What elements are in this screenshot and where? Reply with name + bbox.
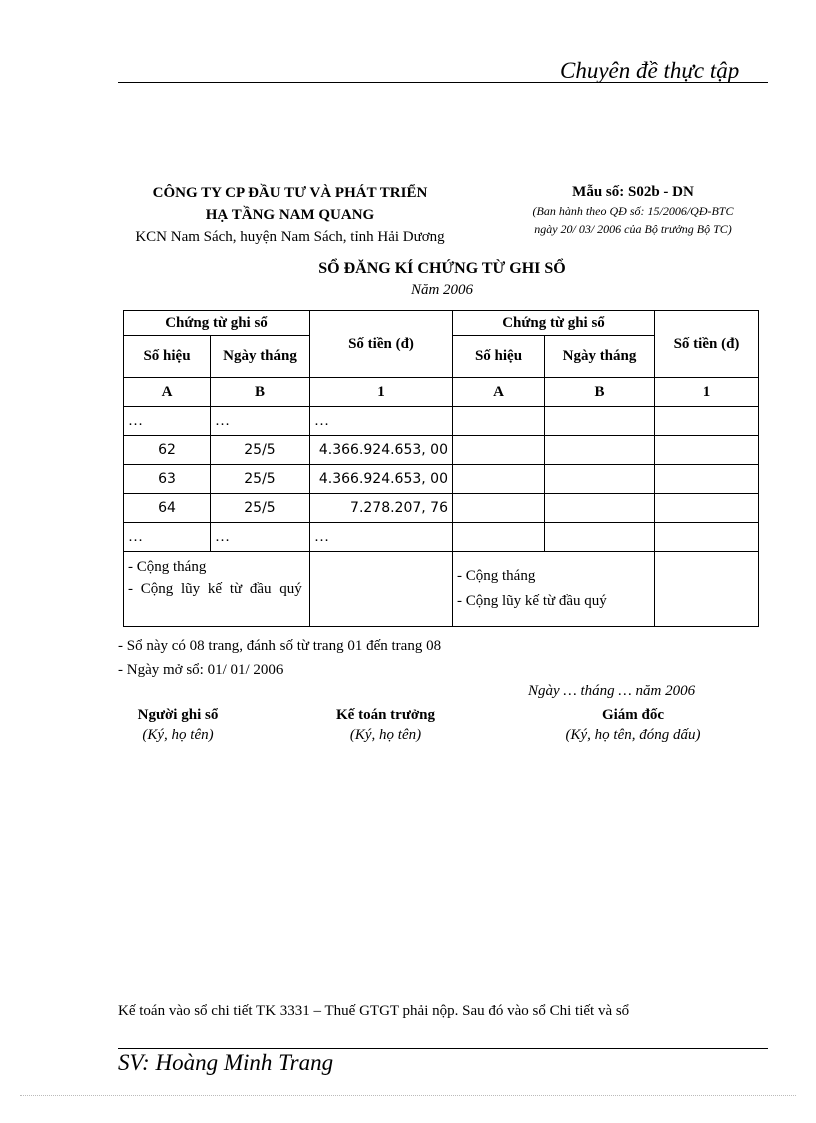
footer-student-name: SV: Hoàng Minh Trang bbox=[118, 1050, 334, 1075]
header-divider bbox=[118, 82, 768, 83]
cell-empty bbox=[655, 436, 759, 465]
totals-row bbox=[124, 552, 759, 627]
cell-date: 25/5 bbox=[211, 465, 310, 494]
cell-number: 64 bbox=[124, 494, 211, 523]
ledger-table bbox=[123, 310, 759, 627]
signature-director bbox=[538, 705, 728, 745]
totals-label-left bbox=[124, 552, 310, 627]
form-issued-line2: ngày 20/ 03/ 2006 của Bộ trưởng Bộ TC) bbox=[534, 222, 732, 236]
cell-date: 25/5 bbox=[211, 436, 310, 465]
cell-empty bbox=[655, 465, 759, 494]
total-quarter-label: - Cộng lũy kế từ đầu quý bbox=[457, 593, 607, 609]
cell-date: … bbox=[211, 523, 310, 552]
signature-date: Ngày … tháng … năm 2006 bbox=[528, 683, 696, 699]
cell-empty bbox=[545, 523, 655, 552]
table-row bbox=[124, 436, 759, 465]
cell-amount: … bbox=[310, 523, 453, 552]
form-issued-line1: (Ban hành theo QĐ số: 15/2006/QĐ-BTC bbox=[532, 204, 734, 218]
totals-amount-left bbox=[310, 552, 453, 627]
cell-empty bbox=[453, 523, 545, 552]
code-cell: A bbox=[453, 378, 545, 407]
company-name: CÔNG TY CP ĐẦU TƯ VÀ PHÁT TRIỂN bbox=[152, 185, 428, 201]
cell-date: … bbox=[211, 407, 310, 436]
totals-amount-right bbox=[655, 552, 759, 627]
document-year: Năm 2006 bbox=[410, 282, 474, 298]
cell-empty bbox=[453, 465, 545, 494]
director-title: Giám đốc bbox=[601, 707, 665, 723]
cell-empty bbox=[545, 407, 655, 436]
signature-recorder bbox=[108, 705, 248, 745]
page-bottom-edge bbox=[20, 1095, 796, 1096]
code-cell: 1 bbox=[655, 378, 759, 407]
cell-empty bbox=[453, 407, 545, 436]
table-row bbox=[124, 523, 759, 552]
cell-empty bbox=[545, 494, 655, 523]
body-paragraph: Kế toán vào sổ chi tiết TK 3331 – Thuế GTGT phải nộp. Sau đó vào sổ Chi tiết và sổ bbox=[118, 1003, 630, 1019]
signature-chief-accountant bbox=[308, 705, 463, 745]
code-cell: A bbox=[124, 378, 211, 407]
table-row bbox=[124, 407, 759, 436]
cell-amount: 4.366.924.653, 00 bbox=[310, 465, 453, 494]
cell-number: 63 bbox=[124, 465, 211, 494]
table-row bbox=[124, 494, 759, 523]
form-code: Mẫu số: S02b - DN bbox=[572, 184, 694, 200]
header-number-left: Số hiệu bbox=[124, 336, 211, 378]
cell-empty bbox=[453, 494, 545, 523]
code-cell: B bbox=[545, 378, 655, 407]
cell-number: … bbox=[124, 523, 211, 552]
cell-amount: 7.278.207, 76 bbox=[310, 494, 453, 523]
cell-date: 25/5 bbox=[211, 494, 310, 523]
cell-number: … bbox=[124, 407, 211, 436]
header-title: Chuyên đề thực tập bbox=[560, 58, 740, 83]
footer-divider bbox=[118, 1048, 768, 1049]
note-open-date: - Ngày mở sổ: 01/ 01/ 2006 bbox=[118, 662, 284, 678]
company-name-line2: HẠ TẦNG NAM QUANG bbox=[205, 207, 375, 223]
group-header-left: Chứng từ ghi sổ bbox=[124, 311, 310, 336]
code-cell: B bbox=[211, 378, 310, 407]
recorder-title: Người ghi sổ bbox=[137, 707, 219, 723]
totals-label-right bbox=[453, 552, 655, 627]
cell-empty bbox=[545, 465, 655, 494]
cell-number: 62 bbox=[124, 436, 211, 465]
director-hint: (Ký, họ tên, đóng dấu) bbox=[565, 727, 701, 743]
header-number-right: Số hiệu bbox=[453, 336, 545, 378]
total-month-label: - Cộng tháng bbox=[128, 559, 207, 575]
header-date-right: Ngày tháng bbox=[545, 336, 655, 378]
header-amount-left: Số tiền (đ) bbox=[310, 311, 453, 378]
header-date-left: Ngày tháng bbox=[211, 336, 310, 378]
cell-amount: … bbox=[310, 407, 453, 436]
table-row bbox=[124, 465, 759, 494]
total-month-label: - Cộng tháng bbox=[457, 568, 536, 584]
document-title: SỔ ĐĂNG KÍ CHỨNG TỪ GHI SỔ bbox=[318, 260, 566, 277]
cell-empty bbox=[453, 436, 545, 465]
note-pages: - Sổ này có 08 trang, đánh số từ trang 01 đến trang 08 bbox=[118, 638, 442, 654]
cell-empty bbox=[655, 407, 759, 436]
company-address: KCN Nam Sách, huyện Nam Sách, tỉnh Hải Dương bbox=[135, 229, 445, 245]
form-info bbox=[488, 182, 778, 238]
group-header-right: Chứng từ ghi sổ bbox=[453, 311, 655, 336]
cell-empty bbox=[655, 494, 759, 523]
total-quarter-label: - Cộng lũy kế từ đầu quý bbox=[128, 581, 302, 597]
header-amount-right: Số tiền (đ) bbox=[655, 311, 759, 378]
company-block bbox=[100, 182, 480, 248]
cell-empty bbox=[655, 523, 759, 552]
recorder-hint: (Ký, họ tên) bbox=[142, 727, 214, 743]
chief-accountant-hint: (Ký, họ tên) bbox=[349, 727, 422, 743]
cell-amount: 4.366.924.653, 00 bbox=[310, 436, 453, 465]
chief-accountant-title: Kế toán trưởng bbox=[336, 707, 435, 723]
code-cell: 1 bbox=[310, 378, 453, 407]
cell-empty bbox=[545, 436, 655, 465]
